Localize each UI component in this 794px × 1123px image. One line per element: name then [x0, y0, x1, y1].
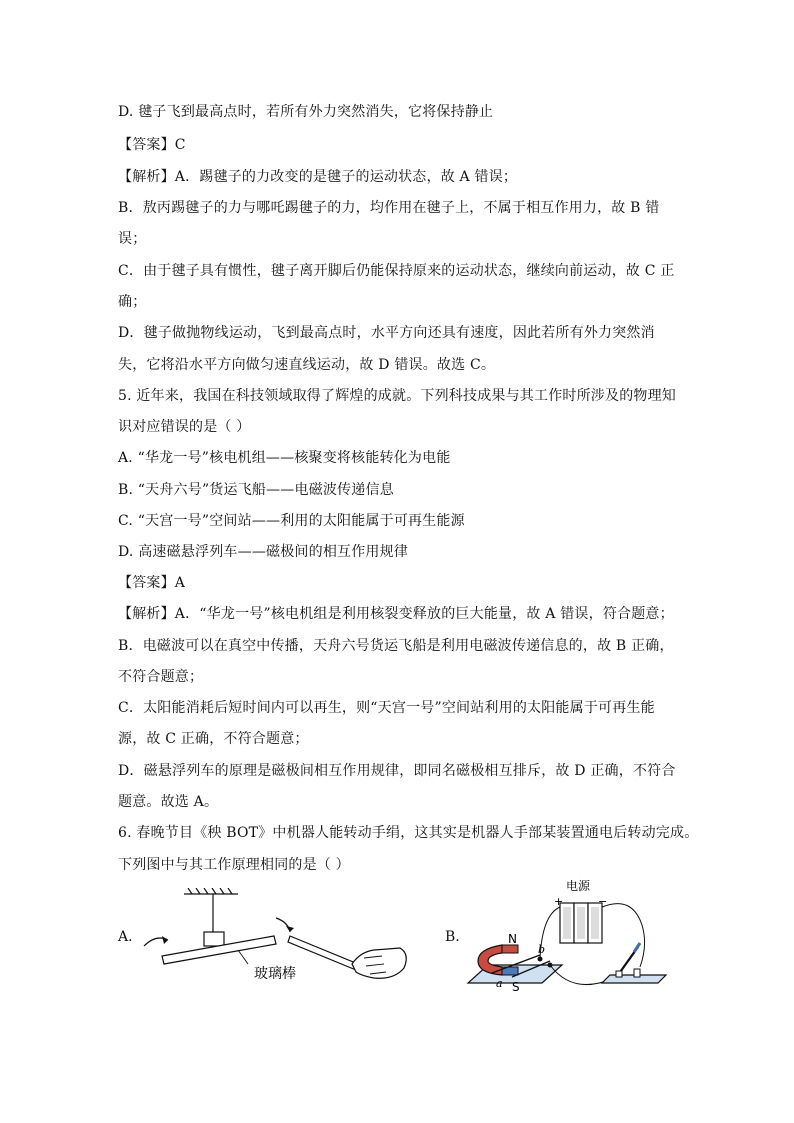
battery-icon	[560, 903, 602, 943]
label-leader	[238, 950, 248, 964]
text-line: 不符合题意；	[118, 669, 204, 685]
text-line: C．由于毽子具有惯性，毽子离开脚后仍能保持原来的运动状态，继续向前运动，故 C 正	[118, 263, 675, 279]
ceiling-mount	[184, 888, 238, 894]
option-b-label: B.	[445, 929, 460, 945]
power-label: 电源	[566, 879, 591, 893]
glass-rod-label: 玻璃棒	[254, 966, 296, 982]
text-line: 【解析】A．“华龙一号”核电机组是利用核裂变释放的巨大能量，故 A 错误，符合题意；	[118, 606, 674, 622]
rotation-arrow-right	[276, 918, 290, 932]
text-line: 误；	[118, 231, 147, 247]
text-line: C. “天宫一号”空间站——利用的太阳能属于可再生能源	[118, 513, 465, 529]
text-line: D．毽子做抛物线运动，飞到最高点时，水平方向还具有速度，因此若所有外力突然消	[118, 325, 655, 341]
text-line: 5. 近年来，我国在科技领域取得了辉煌的成就。下列科技成果与其工作时所涉及的物理知	[118, 388, 677, 404]
hand-icon	[352, 948, 406, 978]
text-line: D．磁悬浮列车的原理是磁极间相互作用规律，即同名磁极相互排斥，故 D 正确，不符合	[118, 763, 676, 779]
text-line: 识对应错误的是（ ）	[118, 419, 251, 435]
text-line: 题意。故选 A。	[118, 794, 219, 810]
text-line: C．太阳能消耗后短时间内可以再生，则“天宫一号”空间站利用的太阳能属于可再生能	[118, 700, 655, 716]
figure-b-motor-circuit	[462, 875, 667, 993]
text-line: 下列图中与其工作原理相同的是（ ）	[118, 857, 350, 873]
text-line: 6. 春晚节目《秧 BOT》中机器人能转动手绢，这其实是机器人手部某装置通电后转动完成。	[118, 825, 699, 841]
text-line: B. “天舟六号”货运飞船——电磁波传递信息	[118, 482, 394, 498]
plus-sign: +	[554, 895, 564, 908]
rod-holder	[204, 932, 224, 946]
text-line: 源，故 C 正确，不符合题意；	[118, 731, 309, 747]
label-b: b	[538, 943, 546, 956]
text-line: B．敖丙踢毽子的力与哪吒踢毽子的力，均作用在毽子上，不属于相互作用力，故 B 错	[118, 200, 660, 216]
text-line: 【答案】C	[118, 137, 186, 153]
minus-sign: −	[598, 895, 608, 908]
text-line: D. 毽子飞到最高点时，若所有外力突然消失，它将保持静止	[118, 104, 494, 120]
text-line: 【解析】A．踢毽子的力改变的是毽子的运动状态，故 A 错误；	[118, 169, 518, 185]
figure-a-electrostatic	[138, 888, 418, 998]
option-a-label: A.	[118, 929, 133, 945]
text-line: 确；	[118, 294, 147, 310]
text-line: A. “华龙一号”核电机组——核聚变将核能转化为电能	[118, 450, 451, 466]
south-pole-label: S	[512, 980, 520, 993]
text-line: 失，它将沿水平方向做匀速直线运动，故 D 错误。故选 C。	[118, 357, 496, 373]
text-line: B．电磁波可以在真空中传播，天舟六号货运飞船是利用电磁波传递信息的，故 B 正确，	[118, 638, 674, 654]
label-a: a	[496, 977, 503, 990]
wire-2	[602, 904, 645, 967]
glass-rod	[288, 936, 358, 970]
text-line: D. 高速磁悬浮列车——磁极间的相互作用规律	[118, 544, 409, 560]
north-pole-label: N	[508, 932, 517, 946]
text-line: 【答案】A	[118, 575, 186, 591]
